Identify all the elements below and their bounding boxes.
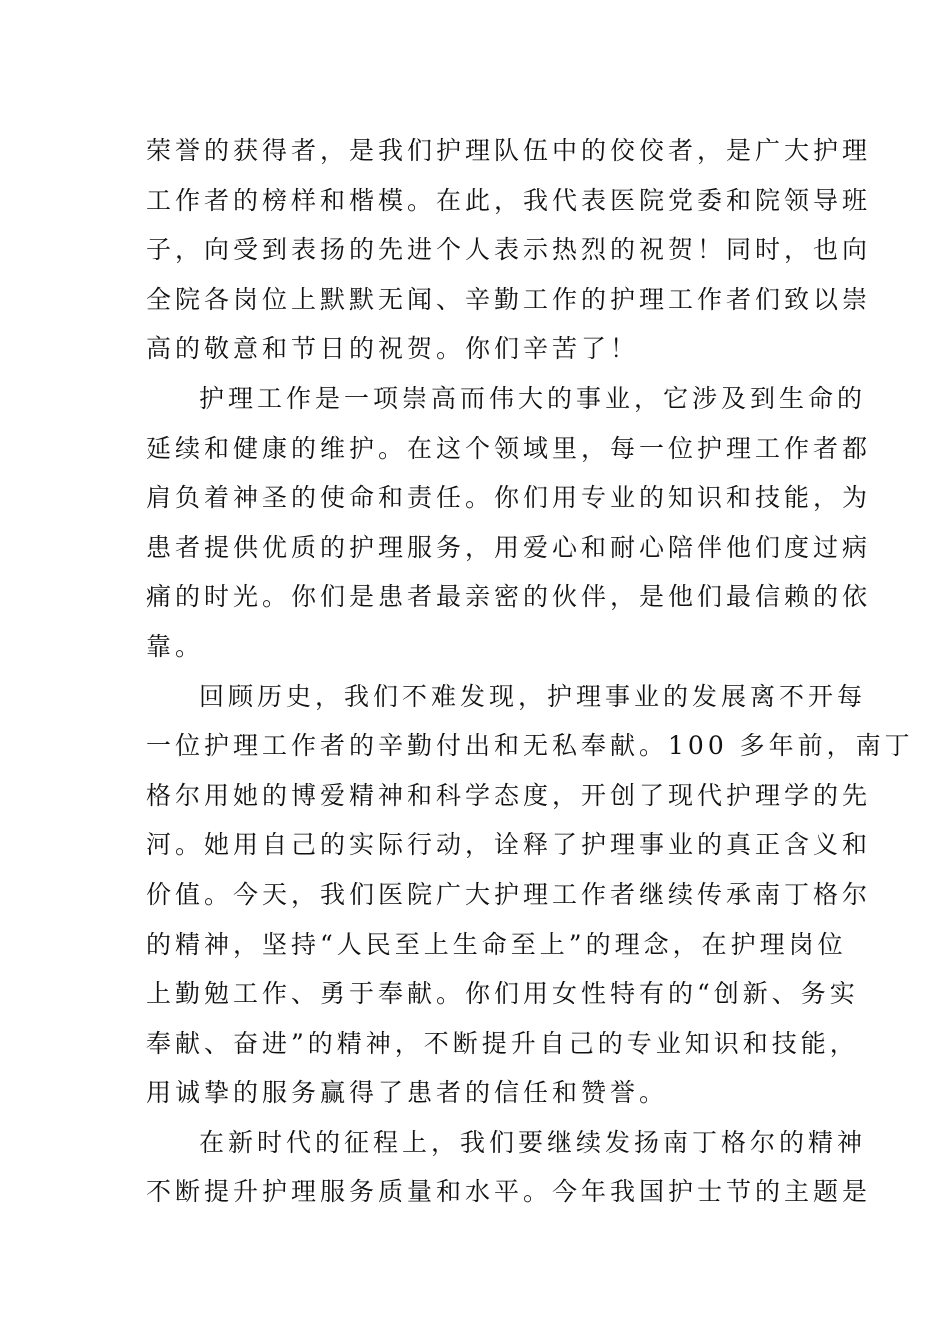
text-line: 价值。今天，我们医院广大护理工作者继续传承南丁格尔 <box>146 879 872 909</box>
text-line: 高的敬意和节日的祝贺。你们辛苦了！ <box>146 334 640 364</box>
text-line: 一位护理工作者的辛勤付出和无私奉献。100 多年前，南丁 <box>146 731 914 761</box>
text-line: 河。她用自己的实际行动，诠释了护理事业的真正含义和 <box>146 830 872 860</box>
text-line: 全院各岗位上默默无闻、辛勤工作的护理工作者们致以崇 <box>146 284 872 314</box>
paragraph-3 <box>146 672 914 1118</box>
text-line: 子，向受到表扬的先进个人表示热烈的祝贺！同时，也向 <box>146 235 872 265</box>
text-line: 奉献、奋进”的精神，不断提升自己的专业知识和技能， <box>146 1028 859 1058</box>
text-line: 在新时代的征程上，我们要继续发扬南丁格尔的精神 <box>199 1127 867 1157</box>
text-line: 回顾历史，我们不难发现，护理事业的发展离不开每 <box>199 681 867 711</box>
text-line: 延续和健康的维护。在这个领域里，每一位护理工作者都 <box>146 433 872 463</box>
paragraph-2 <box>146 374 872 672</box>
text-line: 痛的时光。你们是患者最亲密的伙伴，是他们最信赖的依 <box>146 582 872 612</box>
text-line: 上勤勉工作、勇于奉献。你们用女性特有的“创新、务实 <box>146 979 859 1009</box>
paragraph-4 <box>146 1118 872 1217</box>
text-line: 荣誉的获得者，是我们护理队伍中的佼佼者，是广大护理 <box>146 136 872 165</box>
text-line: 靠。 <box>146 631 205 661</box>
text-line: 的精神，坚持“人民至上生命至上”的理念，在护理岗位 <box>146 929 847 959</box>
document-body <box>146 126 914 1217</box>
text-line: 肩负着神圣的使命和责任。你们用专业的知识和技能，为 <box>146 483 872 513</box>
text-line: 工作者的榜样和楷模。在此，我代表医院党委和院领导班 <box>146 185 872 215</box>
text-line: 不断提升护理服务质量和水平。今年我国护士节的主题是 <box>146 1177 872 1207</box>
text-line: 格尔用她的博爱精神和科学态度，开创了现代护理学的先 <box>146 780 872 810</box>
paragraph-1 <box>146 126 872 374</box>
text-line: 护理工作是一项崇高而伟大的事业，它涉及到生命的 <box>199 383 867 413</box>
text-line: 用诚挚的服务赢得了患者的信任和赞誉。 <box>146 1078 669 1108</box>
text-line: 患者提供优质的护理服务，用爱心和耐心陪伴他们度过病 <box>146 532 872 562</box>
